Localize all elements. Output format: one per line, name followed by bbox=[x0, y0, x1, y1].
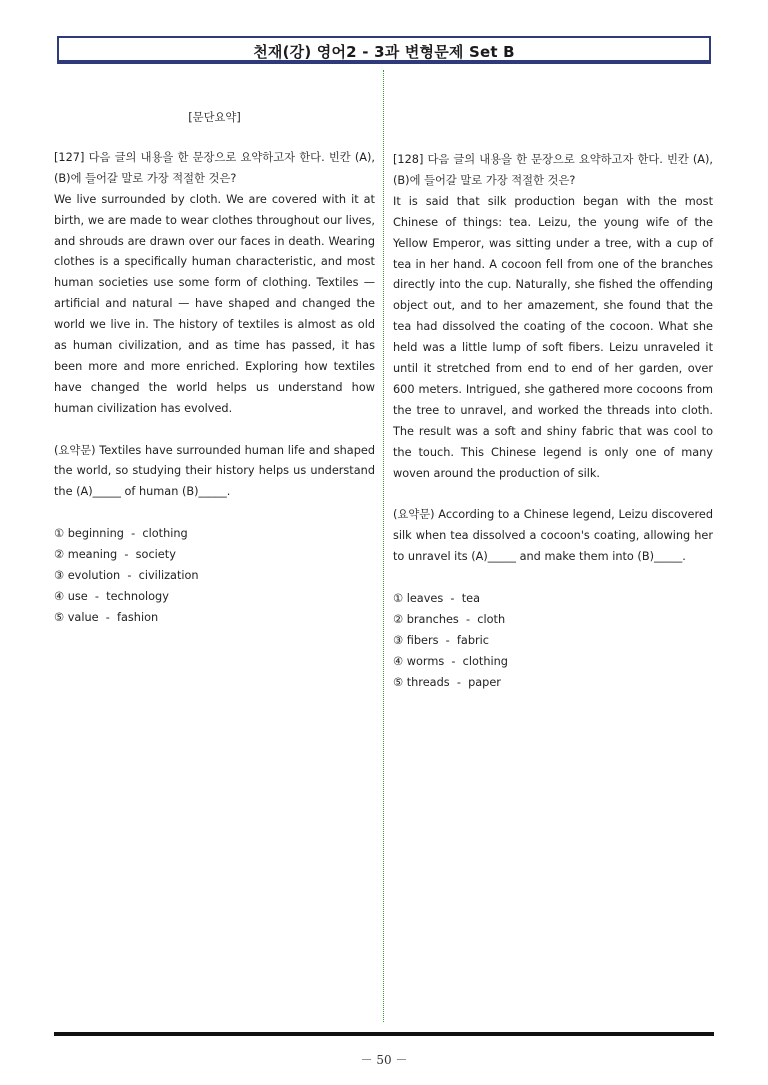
left-column bbox=[54, 108, 375, 629]
header-box bbox=[57, 36, 711, 64]
option-3[interactable]: ③ fibers - fabric bbox=[393, 633, 489, 647]
question-127-passage: We live surrounded by cloth. We are covered with it at birth, we are made to wear clothes throughout our lives, and shrouds are drawn over our faces in death. Wearing clothes is a specifically human characteristic, and most human societies use some form of clothing. Textiles — artificial and natural — have shaped and changed the world we live in. The history of textiles is almost as old as human civilization, and as time has passed, it has been more and more enriched. Exploring how textiles have changed the world helps us understand how human civilization has evolved. bbox=[54, 192, 375, 415]
option-4[interactable]: ④ worms - clothing bbox=[393, 654, 508, 668]
page-number: － 50 － bbox=[360, 1053, 408, 1067]
question-127-options bbox=[54, 524, 375, 629]
column-divider bbox=[383, 70, 384, 1022]
question-128-summary: (요약문) According to a Chinese legend, Leizu discovered silk when tea dissolved a cocoon's coating, allowing her to unravel its (A)_____ and make them into (B)_____. bbox=[393, 508, 713, 564]
page-title: 천재(강) 영어2 - 3과 변형문제 Set B bbox=[253, 43, 515, 61]
option-2[interactable]: ② branches - cloth bbox=[393, 612, 506, 626]
right-column bbox=[393, 150, 713, 694]
question-127-prompt: [127] 다음 글의 내용을 한 문장으로 요약하고자 한다. 빈칸 (A),(B)에 들어갈 말로 가장 적절한 것은? bbox=[54, 150, 375, 185]
option-5[interactable]: ⑤ value - fashion bbox=[54, 610, 159, 624]
option-3[interactable]: ③ evolution - civilization bbox=[54, 569, 199, 582]
option-2[interactable]: ② meaning - society bbox=[54, 548, 176, 562]
question-127-summary: (요약문) Textiles have surrounded human life and shaped the world, so studying their history helps us understand the (A)_____ of human (B)_____. bbox=[54, 443, 375, 499]
question-128-passage: It is said that silk production began with the most Chinese of things: tea. Leizu, the young wife of the Yellow Emperor, was sitting under a tree, with a cup of tea in her hand. A cocoon fell from one of the branches directly into the cup. Naturally, she fished the offending object out, and to her amazement, she found that the tea had dissolved the coating of the cocoon. What she held was a little lump of soft fibers. Leizu unraveled it until it stretched from end to end of her garden, over 600 meters. Intrigued, she gathered more cocoons from the tree to unravel, and worked the threads into cloth. The result was a soft and shiny fabric that was cool to the touch. This Chinese legend is only one of many woven around the production of silk. bbox=[393, 194, 713, 480]
option-1[interactable]: ① leaves - tea bbox=[393, 592, 480, 605]
option-4[interactable]: ④ use - technology bbox=[54, 589, 169, 603]
footer-rule bbox=[54, 1032, 714, 1036]
option-1[interactable]: ① beginning - clothing bbox=[54, 527, 188, 541]
question-128-prompt: [128] 다음 글의 내용을 한 문장으로 요약하고자 한다. 빈칸 (A),(B)에 들어갈 말로 가장 적절한 것은? bbox=[393, 153, 713, 187]
question-128-options bbox=[393, 589, 713, 694]
option-5[interactable]: ⑤ threads - paper bbox=[393, 675, 501, 689]
section-label: [문단요약] bbox=[188, 111, 241, 124]
